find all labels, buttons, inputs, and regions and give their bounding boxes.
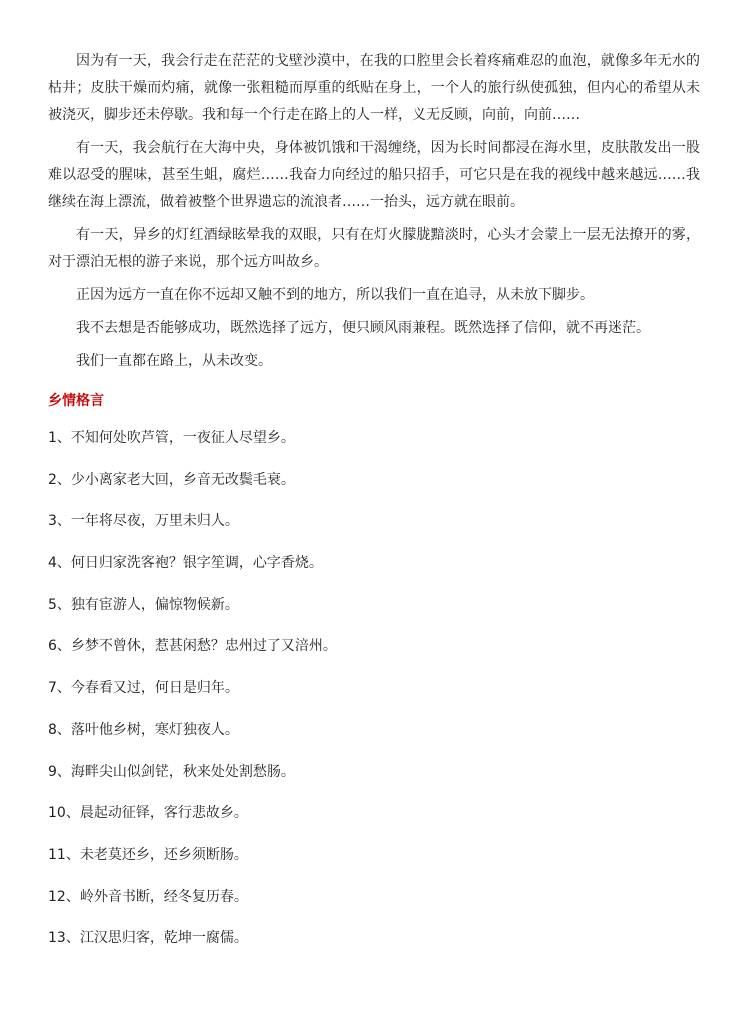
quote-item: 8、落叶他乡树，寒灯独夜人。 [48,721,239,738]
quote-item: 12、岭外音书断，经冬复历春。 [48,888,248,905]
essay-body [48,48,700,375]
paragraph-pursuit: 正因为远方一直在你不远却又触不到的地方，所以我们一直在追寻，从未放下脚步。 [76,287,594,303]
quote-item: 3、一年将尽夜，万里未归人。 [48,513,239,530]
quote-list [48,428,700,948]
document-page [48,48,700,970]
quote-item: 7、今春看又过，何日是归年。 [48,680,239,697]
section-heading: 乡情格言 [48,393,104,409]
quote-item: 1、不知何处吹芦管，一夜征人尽望乡。 [48,430,295,446]
paragraph-choice: 我不去想是否能够成功，既然选择了远方，便只顾风雨兼程。既然选择了信仰，就不再迷茫。 [76,320,650,336]
quote-item: 4、何日归家洗客袍？银字笙调，心字香烧。 [48,555,323,572]
quote-item: 9、海畔尖山似剑铓，秋来处处割愁肠。 [48,763,295,780]
quote-item: 2、少小离家老大回，乡音无改鬓毛衰。 [48,471,295,488]
quote-item: 5、独有宦游人，偏惊物候新。 [48,596,239,613]
quote-item: 10、晨起动征铎，客行悲故乡。 [48,805,248,822]
quote-item: 13、江汉思归客，乾坤一腐儒。 [48,930,248,947]
paragraph-hometown: 有一天，异乡的灯红酒绿眩晕我的双眼，只有在灯火朦胧黯淡时，心头才会蒙上一层无法撩开的雾，对于漂泊无根的游子来说，那个远方叫故乡。 [48,227,700,270]
paragraph-sea: 有一天，我会航行在大海中央，身体被饥饿和干渴缠绕，因为长时间都浸在海水里，皮肤散发出一股难以忍受的腥味，甚至生蛆，腐烂……我奋力向经过的船只招手，可它只是在我的视线中越来越远……我继续在海上漂流，做着被整个世界遗忘的流浪者……一抬头，远方就在眼前。 [48,140,700,210]
paragraph-conclusion: 我们一直都在路上，从未改变。 [76,353,272,369]
paragraph-desert: 因为有一天，我会行走在茫茫的戈壁沙漠中，在我的口腔里会长着疼痛难忍的血泡，就像多年无水的枯井；皮肤干燥而灼痛，就像一张粗糙而厚重的纸贴在身上，一个人的旅行纵使孤独，但内心的希望从未被浇灭，脚步还未停歇。我和每一个行走在路上的人一样，义无反顾，向前，向前…… [48,53,700,123]
quote-item: 11、未老莫还乡，还乡须断肠。 [48,846,248,863]
quote-item: 6、乡梦不曾休，惹甚闲愁？忠州过了又涪州。 [48,638,337,655]
